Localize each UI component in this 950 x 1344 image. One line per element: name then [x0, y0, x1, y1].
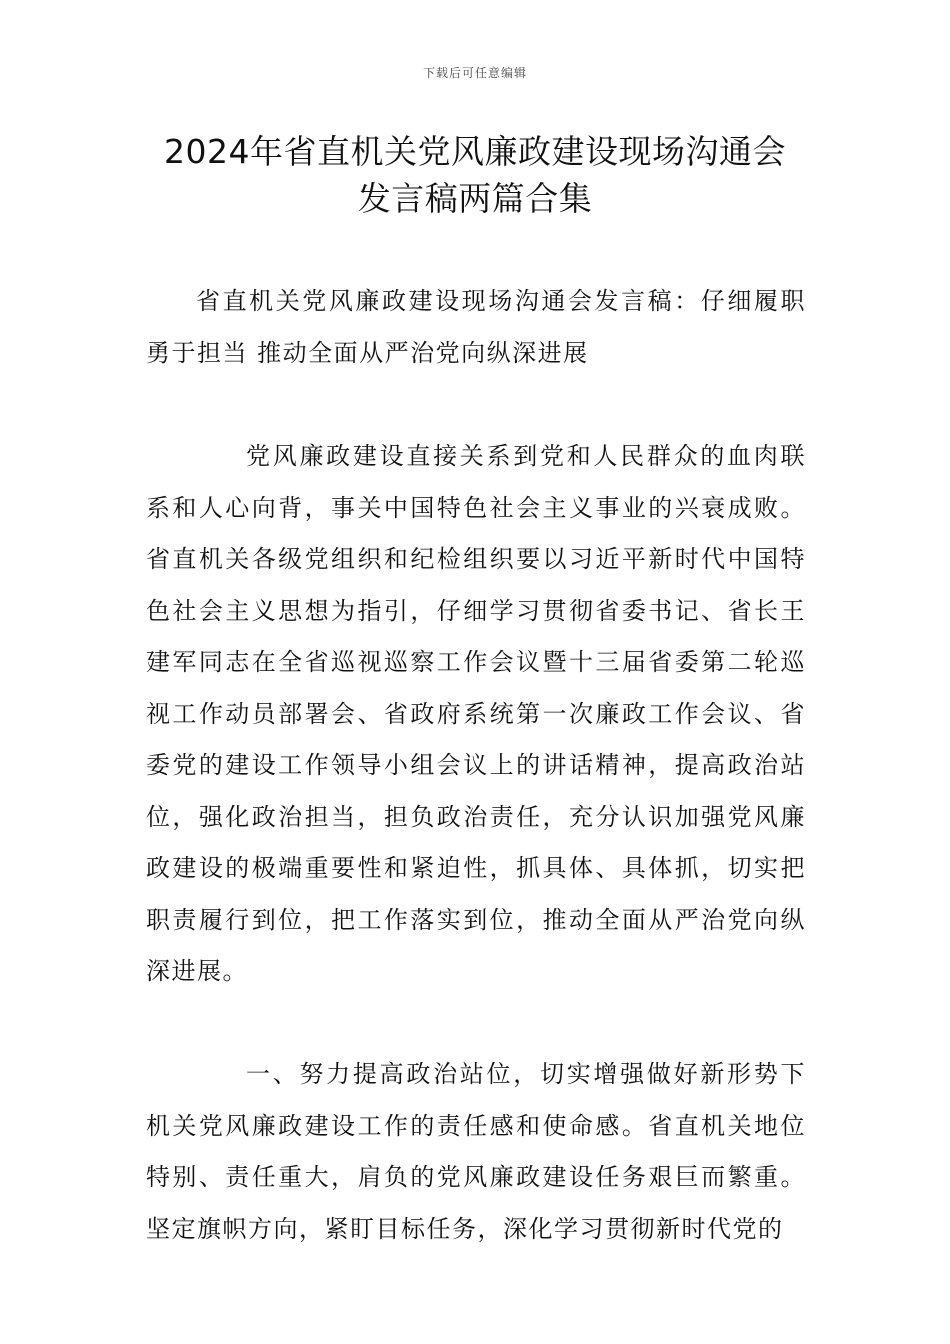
speech-subtitle: 省直机关党风廉政建设现场沟通会发言稿：仔细履职勇于担当 推动全面从严治党向纵深进展 — [146, 287, 806, 367]
document-title — [100, 128, 850, 222]
body-paragraph-2: 一、努力提高政治站位，切实增强做好新形势下机关党风廉政建设工作的责任感和使命感。省直机关地位特别、责任重大，肩负的党风廉政建设任务艰巨而繁重。坚定旗帜方向，紧盯目标任务，深化学习贯彻新时代党的 — [146, 1060, 806, 1243]
title-line-2: 发言稿两篇合集 — [357, 179, 593, 218]
header-note: 下载后可任意编辑 — [422, 66, 527, 80]
title-line-1: 2024年省直机关党风廉政建设现场沟通会 — [164, 132, 786, 171]
document-body — [146, 276, 806, 1255]
body-paragraph-1: 党风廉政建设直接关系到党和人民群众的血肉联系和人心向背，事关中国特色社会主义事业的兴衰成败。省直机关各级党组织和纪检组织要以习近平新时代中国特色社会主义思想为指引，仔细学习贯彻省委书记、省长王建军同志在全省巡视巡察工作会议暨十三届省委第二轮巡视工作动员部署会、省政府系统第一次廉政工作会议、省委党的建设工作领导小组会议上的讲话精神，提高政治站位，强化政治担当，担负政治责任，充分认识加强党风廉政建设的极端重要性和紧迫性，抓具体、具体抓，切实把职责履行到位，把工作落实到位，推动全面从严治党向纵深进展。 — [146, 442, 806, 985]
